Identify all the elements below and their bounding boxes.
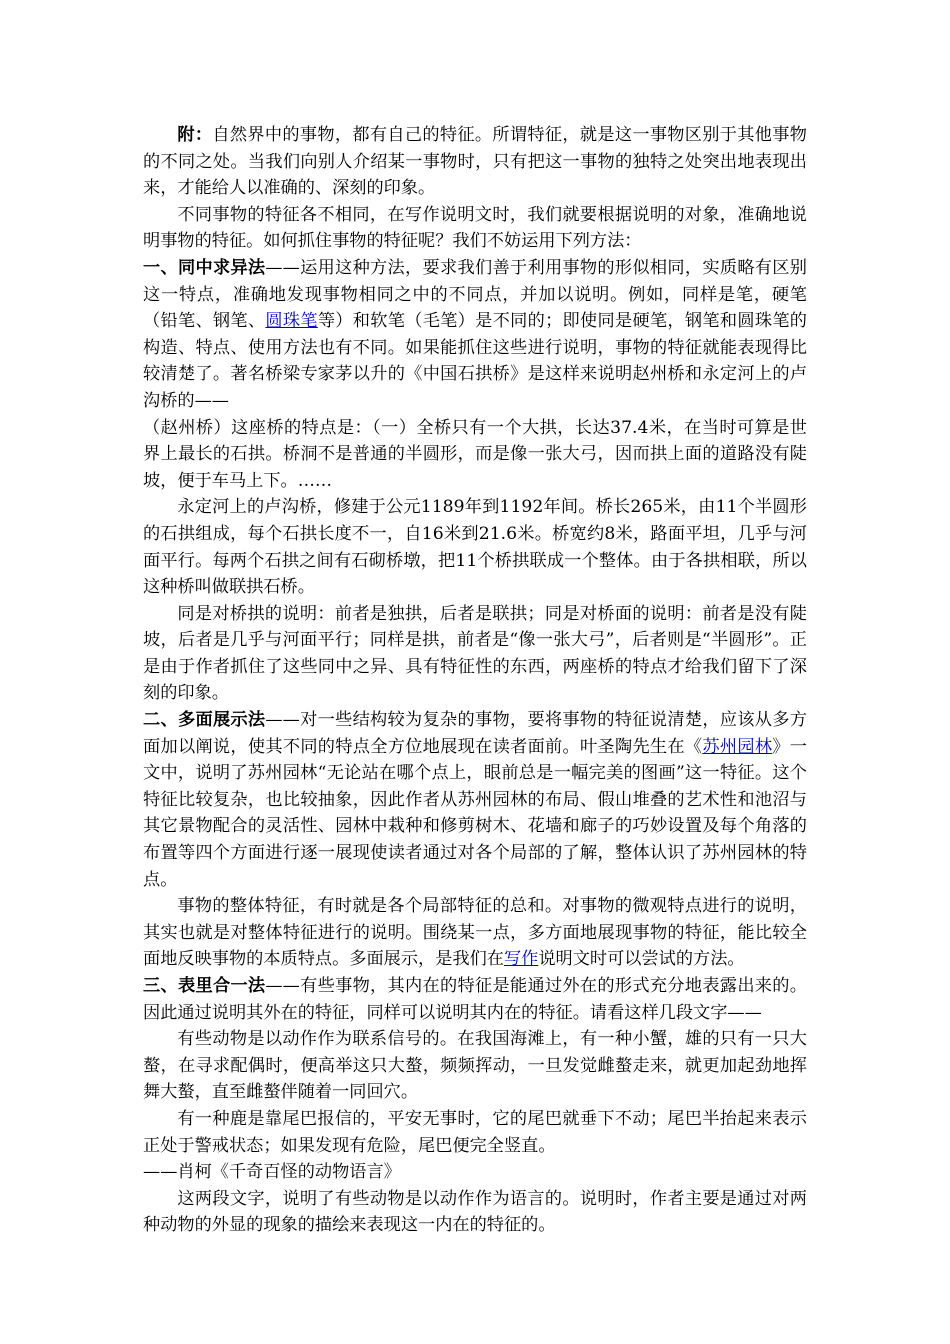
section1-paragraph-3: 永定河上的卢沟桥，修建于公元1189年到1192年间。桥长265米，由11个半圆形的石拱组成，每个石拱长度不一，自16米到21.6米。桥宽约8米，路面平坦，几乎与河面平行。每两个石拱之间有石砌桥墩，把11个桥拱联成一个整体。由于各拱相联，所以这种桥叫做联拱石桥。: [143, 497, 807, 598]
link-ballpoint-pen[interactable]: 圆珠笔: [265, 311, 318, 332]
section3-paragraph-2: 有些动物是以动作作为联系信号的。在我国海滩上，有一种小蟹，雄的只有一只大螯，在寻求配偶时，便高举这只大螯，频频挥动，一旦发觉雌螯走来，就更加起劲地挥舞大螯，直至雌螯伴随着一同回穴。: [143, 1029, 807, 1103]
section1-paragraph-2: （赵州桥）这座桥的特点是：（一）全桥只有一个大拱，长达37.4米，在当时可算是世界上最长的石拱。桥洞不是普通的半圆形，而是像一张大弓，因而拱上面的道路没有陡坡，便于车马上下。……: [143, 417, 807, 491]
section2-paragraph-1: [143, 707, 807, 893]
section1-paragraph-1: [143, 255, 807, 415]
section1-paragraph-4: 同是对桥拱的说明：前者是独拱，后者是联拱；同是对桥面的说明：前者是没有陡坡，后者是几乎与河面平行；同样是拱，前者是“像一张大弓”，后者则是“半圆形”。正是由于作者抓住了这些同中之异、具有特征性的东西，两座桥的特点才给我们留下了深刻的印象。: [143, 603, 807, 704]
section3-paragraph-3: 有一种鹿是靠尾巴报信的，平安无事时，它的尾巴就垂下不动；尾巴半抬起来表示正处于警戒状态；如果发现有危险，尾巴便完全竖直。: [143, 1108, 807, 1156]
section1-text-1a: ——运用这种方法，要求我们善于利用事物的形似相同，实质略有区别这一特点，准确地发现事物相同之中的不同点，并加以说明。例如，同样是笔，硬笔（铅笔、钢笔、: [143, 257, 807, 332]
section1-text-1b: 等）和软笔（毛笔）是不同的；即使同是硬笔，钢笔和圆珠笔的构造、特点、使用方法也有不同。如果能抓住这些进行说明，事物的特征就能表现得比较清楚了。著名桥梁专家茅以升的《中国石拱桥》是这样来说明赵州桥和永定河上的卢沟桥的——: [143, 311, 807, 411]
intro-paragraph-2: 不同事物的特征各不相同，在写作说明文时，我们就要根据说明的对象，准确地说明事物的特征。如何抓住事物的特征呢？我们不妨运用下列方法：: [143, 204, 807, 252]
section2-text-1b: 》一文中，说明了苏州园林“无论站在哪个点上，眼前总是一幅完美的图画”这一特征。这个特征比较复杂，也比较抽象，因此作者从苏州园林的布局、假山堆叠的艺术性和池沼与其它景物配合的灵活性、园林中栽种和修剪树木、花墙和廊子的巧妙设置及每个角落的布置等四个方面进行逐一展现使读者通过对各个局部的了解，整体认识了苏州园林的特点。: [143, 736, 807, 890]
section3-paragraph-1: [143, 973, 807, 1026]
intro-text-1: 自然界中的事物，都有自己的特征。所谓特征，就是这一事物区别于其他事物的不同之处。当我们向别人介绍某一事物时，只有把这一事物的独特之处突出地表现出来，才能给人以准确的、深刻的印象。: [143, 125, 807, 199]
section3-text-1: ——有些事物，其内在的特征是能通过外在的形式充分地表露出来的。因此通过说明其外在的特征，同样可以说明其内在的特征。请看这样几段文字——: [143, 976, 807, 1023]
section2-text-1a: ——对一些结构较为复杂的事物，要将事物的特征说清楚，应该从多方面加以阐说，使其不同的特点全方位地展现在读者面前。叶圣陶先生在《: [143, 710, 807, 757]
section1-heading: 一、同中求异法: [143, 257, 266, 278]
section2-paragraph-2: [143, 893, 807, 973]
section3-heading: 三、表里合一法: [143, 976, 266, 996]
link-writing[interactable]: 写作: [503, 949, 539, 970]
link-suzhou-gardens[interactable]: 苏州园林: [702, 736, 773, 757]
section2-text-2a: 事物的整体特征，有时就是各个局部特征的总和。对事物的微观特点进行的说明，其实也就是对整体特征进行的说明。围绕某一点，多方面地展现事物的特征，能比较全面地反映事物的本质特点。多面展示，是我们在: [143, 896, 807, 970]
section3-paragraph-4: 这两段文字，说明了有些动物是以动作作为语言的。说明时，作者主要是通过对两种动物的外显的现象的描绘来表现这一内在的特征的。: [143, 1188, 807, 1236]
section3-source: ——肖柯《千奇百怪的动物语言》: [143, 1162, 401, 1183]
intro-lead: 附：: [177, 125, 213, 145]
document-page: [143, 122, 807, 1239]
section2-heading: 二、多面展示法: [143, 710, 266, 731]
section2-text-2b: 说明文时可以尝试的方法。: [538, 949, 745, 970]
intro-paragraph-1: [143, 122, 807, 202]
